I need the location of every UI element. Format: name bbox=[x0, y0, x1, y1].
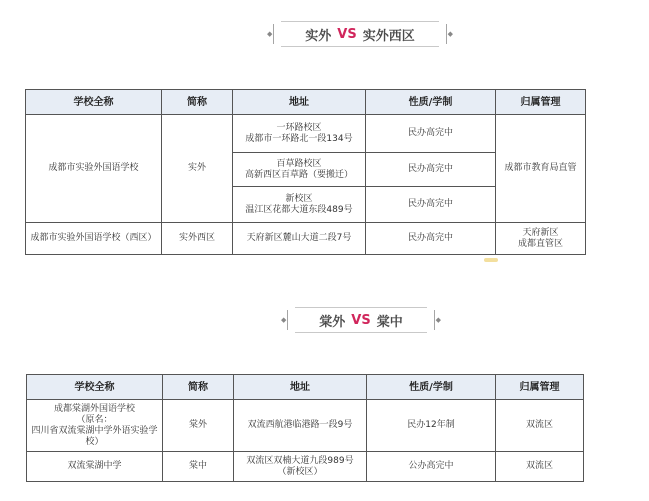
section-title-left: 实外 bbox=[305, 28, 332, 44]
comparison-table-shiwai bbox=[25, 89, 586, 255]
diamond-ornament-icon: ◆ bbox=[435, 316, 441, 324]
header-full-name: 学校全称 bbox=[27, 375, 163, 400]
school-nature: 民办高完中 bbox=[366, 153, 496, 187]
admin-line: 成都直管区 bbox=[517, 238, 563, 249]
school-full-name bbox=[27, 452, 163, 482]
name-line: 成都棠湖外国语学校 bbox=[53, 403, 135, 414]
header-admin: 归属管理 bbox=[496, 375, 584, 400]
diamond-ornament-icon: ◆ bbox=[447, 30, 453, 38]
vs-label: VS bbox=[351, 312, 371, 328]
school-nature: 民办高完中 bbox=[366, 187, 496, 223]
section-title-shiwai bbox=[267, 21, 453, 47]
header-short-name: 简称 bbox=[162, 90, 233, 115]
header-nature: 性质/学制 bbox=[366, 90, 496, 115]
campus-addr: 高新西区百草路（要搬迁） bbox=[244, 169, 353, 180]
section-title-tangwai bbox=[281, 307, 441, 333]
name-line: （原名： bbox=[76, 414, 113, 425]
school-admin: 双流区 bbox=[496, 400, 584, 452]
name-line: 校） bbox=[85, 436, 104, 447]
school-short-name: 实外西区 bbox=[162, 223, 233, 255]
section-title-right: 棠中 bbox=[376, 314, 403, 330]
school-nature: 民办高完中 bbox=[366, 115, 496, 153]
campus-addr: 成都市一环路北一段134号 bbox=[245, 133, 353, 144]
school-admin: 双流区 bbox=[496, 452, 584, 482]
campus-name: 一环路校区 bbox=[276, 122, 322, 133]
header-admin: 归属管理 bbox=[496, 90, 586, 115]
section-title-left: 棠外 bbox=[319, 314, 346, 330]
comparison-table-tangwai bbox=[26, 374, 584, 482]
decorative-dot bbox=[484, 258, 498, 262]
campus-address bbox=[233, 187, 366, 223]
school-address bbox=[234, 400, 367, 452]
school-short-name: 实外 bbox=[162, 115, 233, 223]
addr-line: （新校区） bbox=[277, 466, 323, 477]
table-row bbox=[26, 223, 586, 255]
school-short-name: 棠外 bbox=[163, 400, 234, 452]
header-address: 地址 bbox=[233, 90, 366, 115]
header-full-name: 学校全称 bbox=[26, 90, 162, 115]
admin-line: 天府新区 bbox=[522, 227, 559, 238]
addr-line: 双流区双楠大道九段989号 bbox=[246, 455, 354, 466]
campus-addr: 温江区花都大道东段489号 bbox=[245, 204, 353, 215]
name-line: 双流棠湖中学 bbox=[67, 461, 122, 471]
vs-label: VS bbox=[337, 26, 357, 42]
header-short-name: 简称 bbox=[163, 375, 234, 400]
name-line: 四川省双流棠湖中学外语实验学 bbox=[31, 425, 158, 436]
campus-name: 百草路校区 bbox=[276, 158, 322, 169]
diamond-ornament-icon: ◆ bbox=[267, 30, 273, 38]
addr-line: 双流西航港临港路一段9号 bbox=[247, 420, 353, 430]
campus-address bbox=[233, 153, 366, 187]
campus-name: 新校区 bbox=[285, 193, 313, 204]
section-title-right: 实外西区 bbox=[362, 28, 415, 44]
table-row bbox=[27, 452, 584, 482]
school-address: 天府新区麓山大道二段7号 bbox=[233, 223, 366, 255]
school-admin bbox=[496, 223, 586, 255]
school-full-name bbox=[27, 400, 163, 452]
school-nature: 公办高完中 bbox=[367, 452, 496, 482]
school-full-name: 成都市实验外国语学校（西区） bbox=[26, 223, 162, 255]
school-nature: 民办高完中 bbox=[366, 223, 496, 255]
table-row bbox=[26, 115, 586, 153]
header-address: 地址 bbox=[234, 375, 367, 400]
campus-address bbox=[233, 115, 366, 153]
table-header-row bbox=[26, 90, 586, 115]
school-full-name: 成都市实验外国语学校 bbox=[26, 115, 162, 223]
table-row bbox=[27, 400, 584, 452]
school-nature: 民办12年制 bbox=[367, 400, 496, 452]
header-nature: 性质/学制 bbox=[367, 375, 496, 400]
school-admin: 成都市教育局直管 bbox=[496, 115, 586, 223]
school-short-name: 棠中 bbox=[163, 452, 234, 482]
table-header-row bbox=[27, 375, 584, 400]
diamond-ornament-icon: ◆ bbox=[281, 316, 287, 324]
school-address bbox=[234, 452, 367, 482]
